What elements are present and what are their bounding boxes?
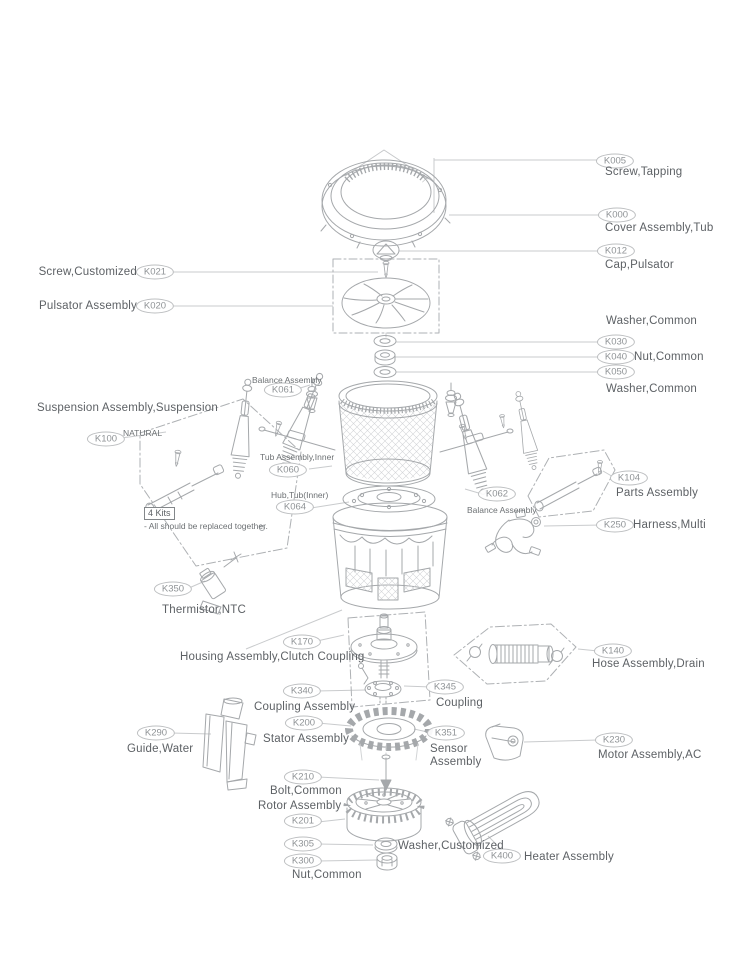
part-code-k062[interactable]: K062 xyxy=(478,487,516,502)
part-code-k050[interactable]: K050 xyxy=(597,365,635,380)
washer-nut-bottom-art xyxy=(375,838,397,870)
stator-assembly-art xyxy=(349,711,429,770)
label-motor-assembly-ac: Motor Assembly,AC xyxy=(598,749,702,761)
label-bolt-common: Bolt,Common xyxy=(270,785,342,797)
label-washer-common-top: Washer,Common xyxy=(606,315,698,327)
label-washer-customized: Washer,Customized xyxy=(398,840,504,852)
part-code-k064[interactable]: K064 xyxy=(276,500,314,515)
part-code-k200[interactable]: K200 xyxy=(285,716,323,731)
label-hose-assembly-drain: Hose Assembly,Drain xyxy=(592,658,705,670)
part-code-k040[interactable]: K040 xyxy=(597,350,635,365)
label-coupling: Coupling xyxy=(436,697,483,709)
part-code-k300[interactable]: K300 xyxy=(284,854,322,869)
tub-assembly-inner-art xyxy=(339,381,437,486)
part-code-k020[interactable]: K020 xyxy=(136,299,174,314)
part-code-k005[interactable]: K005 xyxy=(596,154,634,169)
label-stator-assembly: Stator Assembly xyxy=(263,733,350,745)
label-balance-assembly-top: Balance Assembly xyxy=(252,375,322,385)
part-code-k230[interactable]: K230 xyxy=(595,733,633,748)
label-natural: NATURAL xyxy=(123,428,163,438)
hub-tub-inner-art xyxy=(343,486,435,512)
label-harness-multi: Harness,Multi xyxy=(633,519,706,531)
label-screw-tapping: Screw,Tapping xyxy=(605,166,683,178)
part-code-k170[interactable]: K170 xyxy=(283,635,321,650)
part-code-k100[interactable]: K100 xyxy=(87,432,125,447)
leader-lines xyxy=(121,158,615,861)
label-cover-assembly-tub: Cover Assembly,Tub xyxy=(605,222,714,234)
label-sensor-assembly: Sensor Assembly xyxy=(430,743,482,768)
coupling-art xyxy=(365,681,401,705)
part-code-k030[interactable]: K030 xyxy=(597,335,635,350)
part-code-k345[interactable]: K345 xyxy=(426,680,464,695)
bolt-common-art xyxy=(381,755,391,790)
cap-pulsator-art xyxy=(373,241,399,261)
part-code-k140[interactable]: K140 xyxy=(594,644,632,659)
part-code-k351[interactable]: K351 xyxy=(427,726,465,741)
part-code-k350[interactable]: K350 xyxy=(154,582,192,597)
label-screw-customized: Screw,Customized xyxy=(38,266,137,278)
label-rotor-assembly: Rotor Assembly xyxy=(258,800,342,812)
part-code-k061[interactable]: K061 xyxy=(264,383,302,398)
washer-nut-stack-art xyxy=(374,336,396,378)
label-heater-assembly: Heater Assembly xyxy=(524,851,614,863)
label-guide-water: Guide,Water xyxy=(127,743,194,755)
label-balance-assembly-right: Balance Assembly xyxy=(467,505,537,515)
part-code-k021[interactable]: K021 xyxy=(136,265,174,280)
label-cap-pulsator: Cap,Pulsator xyxy=(605,259,674,271)
kit-note: - All should be replaced together. xyxy=(144,521,268,531)
label-housing-assembly-clutch: Housing Assembly,Clutch Coupling xyxy=(180,651,365,663)
label-thermistor-ntc: Thermistor,NTC xyxy=(162,604,246,616)
part-code-k012[interactable]: K012 xyxy=(597,244,635,259)
part-code-k305[interactable]: K305 xyxy=(284,837,322,852)
label-suspension-assembly: Suspension Assembly,Suspension xyxy=(37,402,218,414)
label-coupling-assembly: Coupling Assembly xyxy=(254,701,356,713)
part-code-k250[interactable]: K250 xyxy=(596,518,634,533)
part-code-k400[interactable]: K400 xyxy=(483,849,521,864)
cover-assembly-tub-art xyxy=(321,150,450,248)
label-tub-assembly-inner: Tub Assembly,Inner xyxy=(260,452,335,462)
label-nut-common-bottom: Nut,Common xyxy=(292,869,362,881)
kit-badge: 4 Kits xyxy=(144,507,175,520)
part-code-k210[interactable]: K210 xyxy=(284,770,322,785)
label-washer-common-bottom: Washer,Common xyxy=(606,383,698,395)
part-code-k000[interactable]: K000 xyxy=(598,208,636,223)
rotor-assembly-art xyxy=(347,788,421,841)
parts-assembly-box-art xyxy=(528,450,615,517)
label-hub-tub-inner: Hub,Tub(Inner) xyxy=(271,490,329,500)
label-nut-common: Nut,Common xyxy=(634,351,704,363)
part-code-k340[interactable]: K340 xyxy=(283,684,321,699)
part-code-k060[interactable]: K060 xyxy=(269,463,307,478)
part-code-k104[interactable]: K104 xyxy=(610,471,648,486)
guide-water-art xyxy=(203,698,256,790)
pulsator-assembly-art xyxy=(333,259,439,337)
part-code-k201[interactable]: K201 xyxy=(284,814,322,829)
label-pulsator-assembly: Pulsator Assembly xyxy=(39,300,137,312)
tub-outer-art xyxy=(333,503,447,609)
label-parts-assembly: Parts Assembly xyxy=(616,487,699,499)
part-code-k290[interactable]: K290 xyxy=(137,726,175,741)
hose-assembly-box-art xyxy=(454,624,576,684)
